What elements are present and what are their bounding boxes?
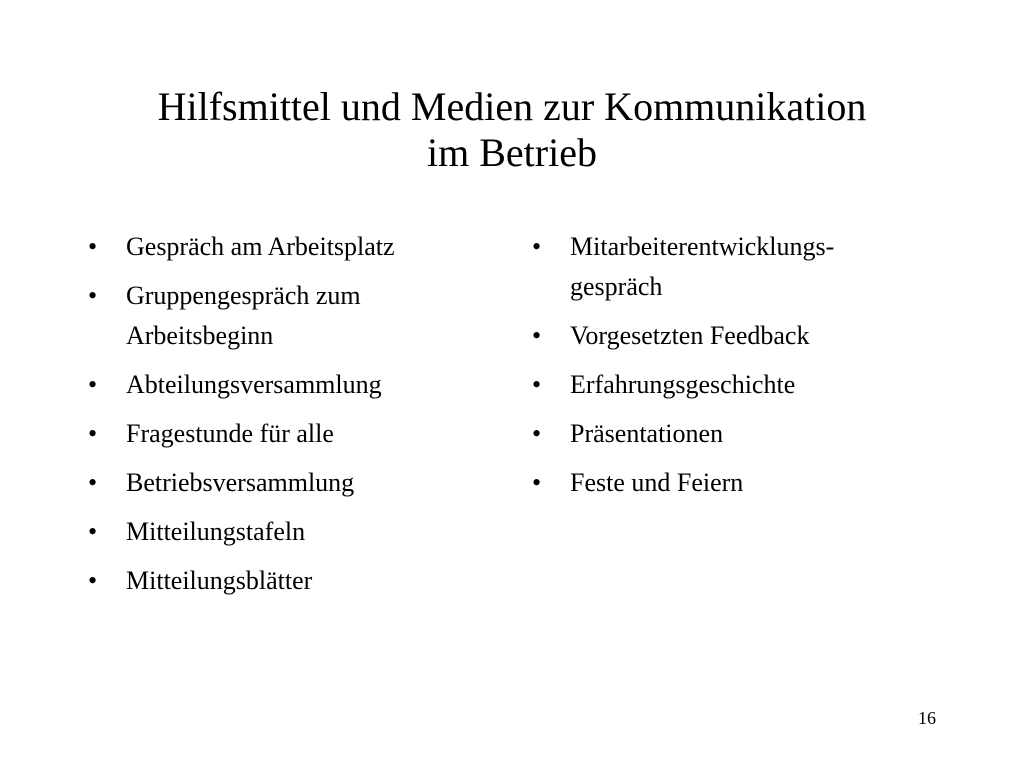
bullet-text: Abteilungsversammlung xyxy=(126,370,382,399)
bullet-text: Gespräch am Arbeitsplatz xyxy=(126,232,395,261)
bullet-text: Feste und Feiern xyxy=(570,468,744,497)
bullet-icon: • xyxy=(88,232,98,261)
bullet-list-left xyxy=(88,227,508,610)
bullet-icon: • xyxy=(532,232,542,261)
bullet-item xyxy=(532,316,952,356)
bullet-icon: • xyxy=(88,281,98,310)
bullet-text: Mitteilungsblätter xyxy=(126,566,313,595)
bullet-text: Mitarbeiterentwicklungs- xyxy=(570,232,835,261)
bullet-item xyxy=(532,414,952,454)
bullet-item xyxy=(532,463,952,503)
bullet-text: Gruppengespräch zum xyxy=(126,281,361,310)
bullet-item xyxy=(88,365,508,405)
bullet-text: gespräch xyxy=(570,272,663,301)
bullet-text: Arbeitsbeginn xyxy=(126,321,274,350)
bullet-item xyxy=(532,365,952,405)
bullet-icon: • xyxy=(532,321,542,350)
page-number: 16 xyxy=(918,708,936,728)
slide-title xyxy=(62,84,962,176)
bullet-item xyxy=(88,276,508,356)
bullet-text: Betriebsversammlung xyxy=(126,468,355,497)
bullet-item xyxy=(88,463,508,503)
bullet-icon: • xyxy=(88,370,98,399)
bullet-icon: • xyxy=(88,419,98,448)
bullet-list-right xyxy=(532,227,952,512)
bullet-icon: • xyxy=(88,566,98,595)
bullet-item xyxy=(88,414,508,454)
bullet-text: Mitteilungstafeln xyxy=(126,517,306,546)
bullet-icon: • xyxy=(532,419,542,448)
slide-title-line: Hilfsmittel und Medien zur Kommunikation xyxy=(157,84,867,129)
slide-title-line: im Betrieb xyxy=(427,130,597,175)
bullet-icon: • xyxy=(88,517,98,546)
bullet-item xyxy=(88,561,508,601)
bullet-item xyxy=(88,227,508,267)
bullet-text: Erfahrungsgeschichte xyxy=(570,370,796,399)
bullet-icon: • xyxy=(532,468,542,497)
bullet-item xyxy=(532,227,952,307)
bullet-item xyxy=(88,512,508,552)
bullet-text: Vorgesetzten Feedback xyxy=(570,321,810,350)
bullet-text: Fragestunde für alle xyxy=(126,419,334,448)
bullet-icon: • xyxy=(88,468,98,497)
bullet-text: Präsentationen xyxy=(570,419,724,448)
bullet-icon: • xyxy=(532,370,542,399)
